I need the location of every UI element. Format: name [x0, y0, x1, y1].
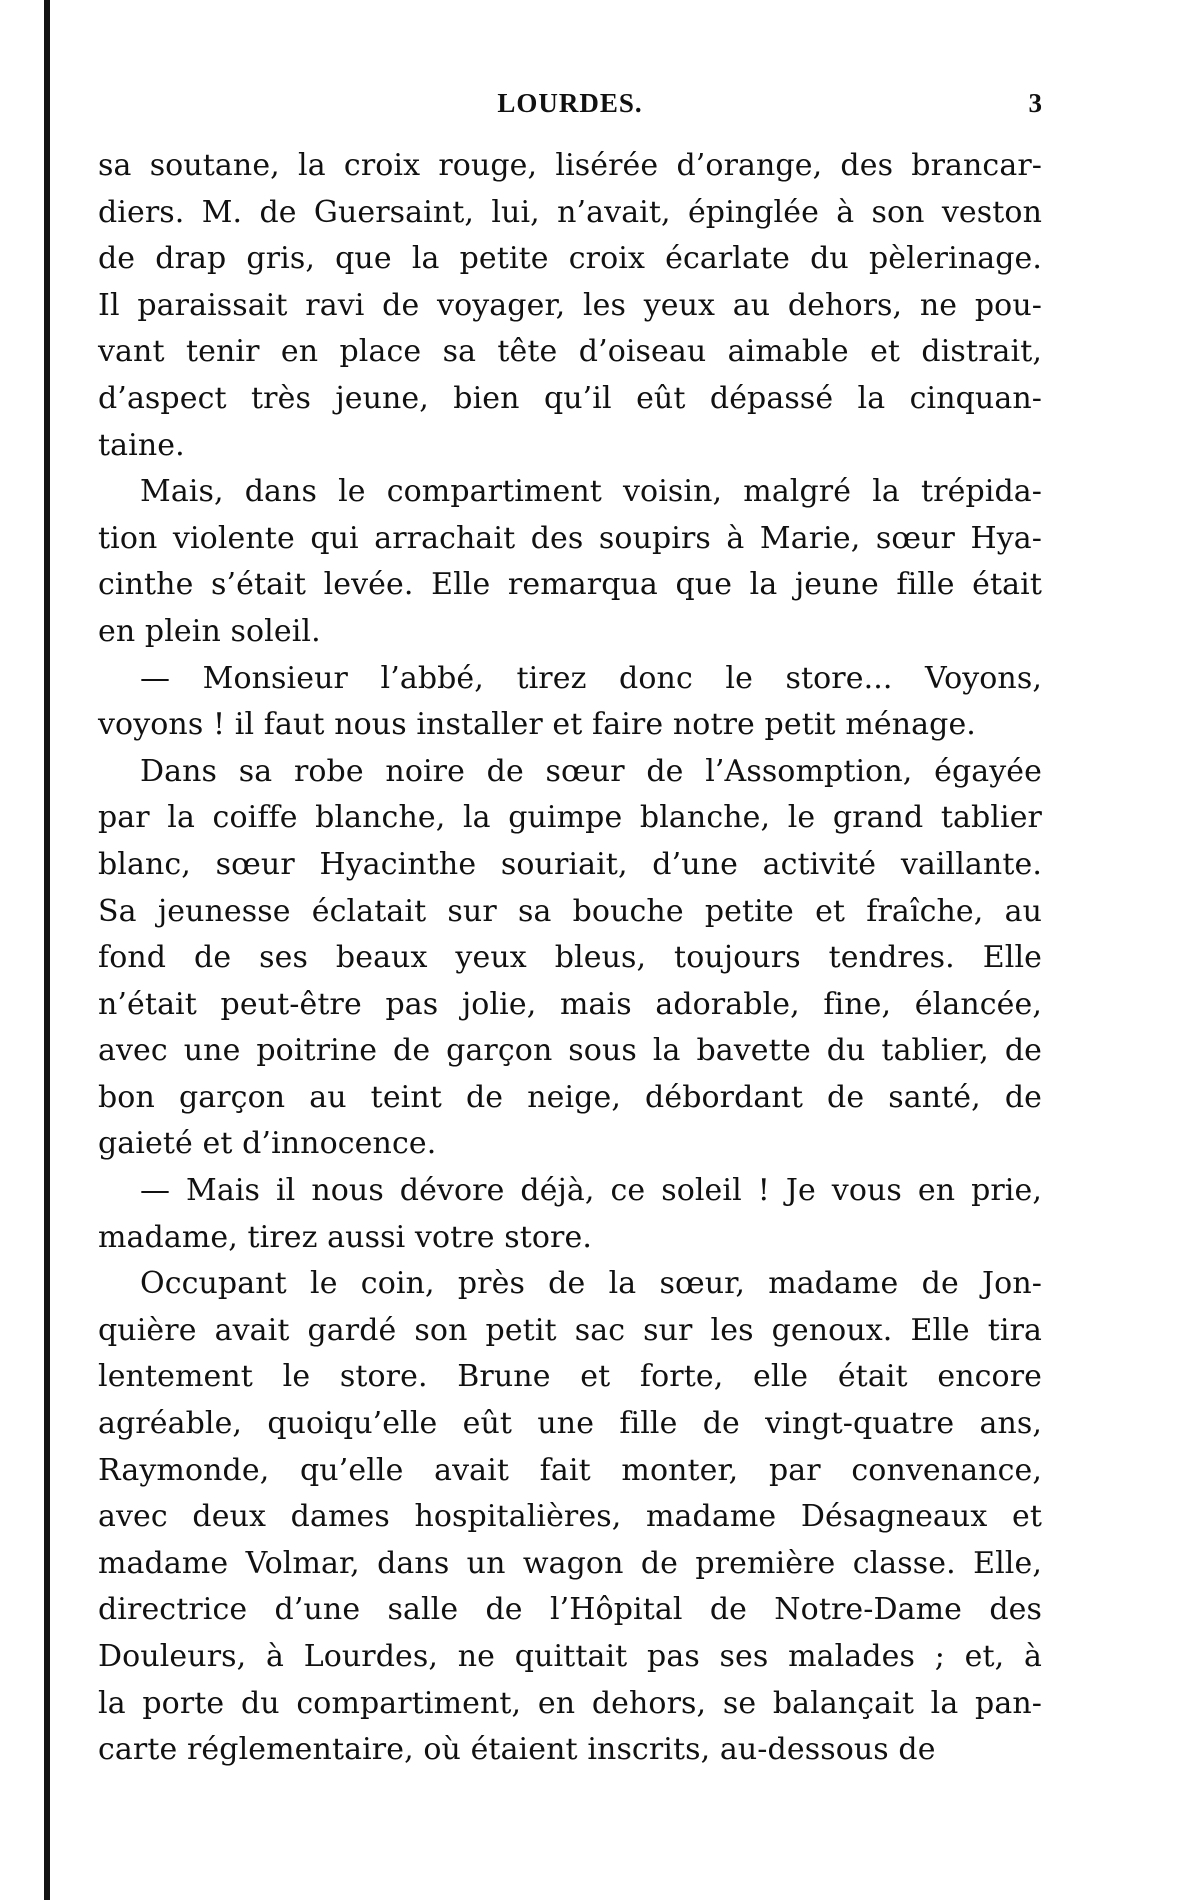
text-line: Il paraissait ravi de voyager, les yeux au dehors, ne pou- — [98, 287, 1042, 323]
paragraph — [98, 656, 1042, 749]
text-line: tion violente qui arrachait des soupirs à Marie, sœur Hya- — [98, 520, 1042, 556]
page-number: 3 — [1028, 88, 1042, 118]
text-line: madame, tirez aussi votre store. — [98, 1219, 592, 1255]
text-line: blanc, sœur Hyacinthe souriait, d’une activité vaillante. — [98, 846, 1042, 882]
text-line: lentement le store. Brune et forte, elle était encore — [98, 1359, 1042, 1395]
text-line: quière avait gardé son petit sac sur les genoux. Elle tira — [98, 1312, 1042, 1348]
text-line: diers. M. de Guersaint, lui, n’avait, épinglée à son veston — [98, 194, 1042, 230]
text-line: Dans sa robe noire de sœur de l’Assomption, égayée — [140, 753, 1042, 789]
text-line: avec deux dames hospitalières, madame Désagneaux et — [98, 1499, 1042, 1535]
paragraph — [98, 749, 1042, 1168]
text-line: cinthe s’était levée. Elle remarqua que la jeune fille était — [98, 567, 1042, 603]
text-line: madame Volmar, dans un wagon de première classe. Elle, — [98, 1545, 1042, 1581]
text-line: bon garçon au teint de neige, débordant de santé, de — [98, 1079, 1042, 1115]
running-title: LOURDES. — [497, 88, 643, 118]
text-line: en plein soleil. — [98, 613, 321, 649]
text-line: de drap gris, que la petite croix écarlate du pèlerinage. — [98, 241, 1042, 277]
text-line: — Mais il nous dévore déjà, ce soleil ! Je vous en prie, — [140, 1173, 1042, 1209]
text-line: d’aspect très jeune, bien qu’il eût dépassé la cinquan- — [98, 380, 1042, 416]
text-line: Mais, dans le compartiment voisin, malgré la trépida- — [140, 474, 1042, 510]
text-line: n’était peut-être pas jolie, mais adorable, fine, élancée, — [98, 986, 1042, 1022]
paragraph — [98, 469, 1042, 655]
paragraph — [98, 143, 1042, 469]
text-line: sa soutane, la croix rouge, lisérée d’orange, des brancar- — [98, 148, 1042, 183]
text-line: Occupant le coin, près de la sœur, madame de Jon- — [140, 1266, 1042, 1302]
text-line: agréable, quoiqu’elle eût une fille de vingt-quatre ans, — [98, 1406, 1042, 1442]
text-line: voyons ! il faut nous installer et faire notre petit ménage. — [98, 707, 976, 743]
text-line: directrice d’une salle de l’Hôpital de Notre-Dame des — [98, 1592, 1042, 1628]
text-line: — Monsieur l’abbé, tirez donc le store... Voyons, — [140, 660, 1042, 696]
text-line: par la coiffe blanche, la guimpe blanche, le grand tablier — [98, 800, 1042, 836]
text-line: Raymonde, qu’elle avait fait monter, par convenance, — [98, 1452, 1042, 1488]
book-spine-edge — [44, 0, 50, 1900]
text-line: fond de ses beaux yeux bleus, toujours tendres. Elle — [98, 940, 1042, 976]
paragraph — [98, 1261, 1042, 1774]
text-line: la porte du compartiment, en dehors, se balançait la pan- — [98, 1685, 1042, 1721]
body-text — [98, 143, 1042, 1774]
page-header — [98, 88, 1042, 128]
text-line: Douleurs, à Lourdes, ne quittait pas ses malades ; et, à — [98, 1639, 1042, 1674]
text-line: carte réglementaire, où étaient inscrits, au-dessous de — [98, 1732, 936, 1768]
text-line: gaieté et d’innocence. — [98, 1126, 437, 1162]
paragraph — [98, 1168, 1042, 1261]
text-line: avec une poitrine de garçon sous la bavette du tablier, de — [98, 1033, 1042, 1069]
text-line: taine. — [98, 427, 185, 463]
text-line: Sa jeunesse éclatait sur sa bouche petite et fraîche, au — [98, 893, 1042, 929]
text-line: vant tenir en place sa tête d’oiseau aimable et distrait, — [98, 334, 1042, 370]
